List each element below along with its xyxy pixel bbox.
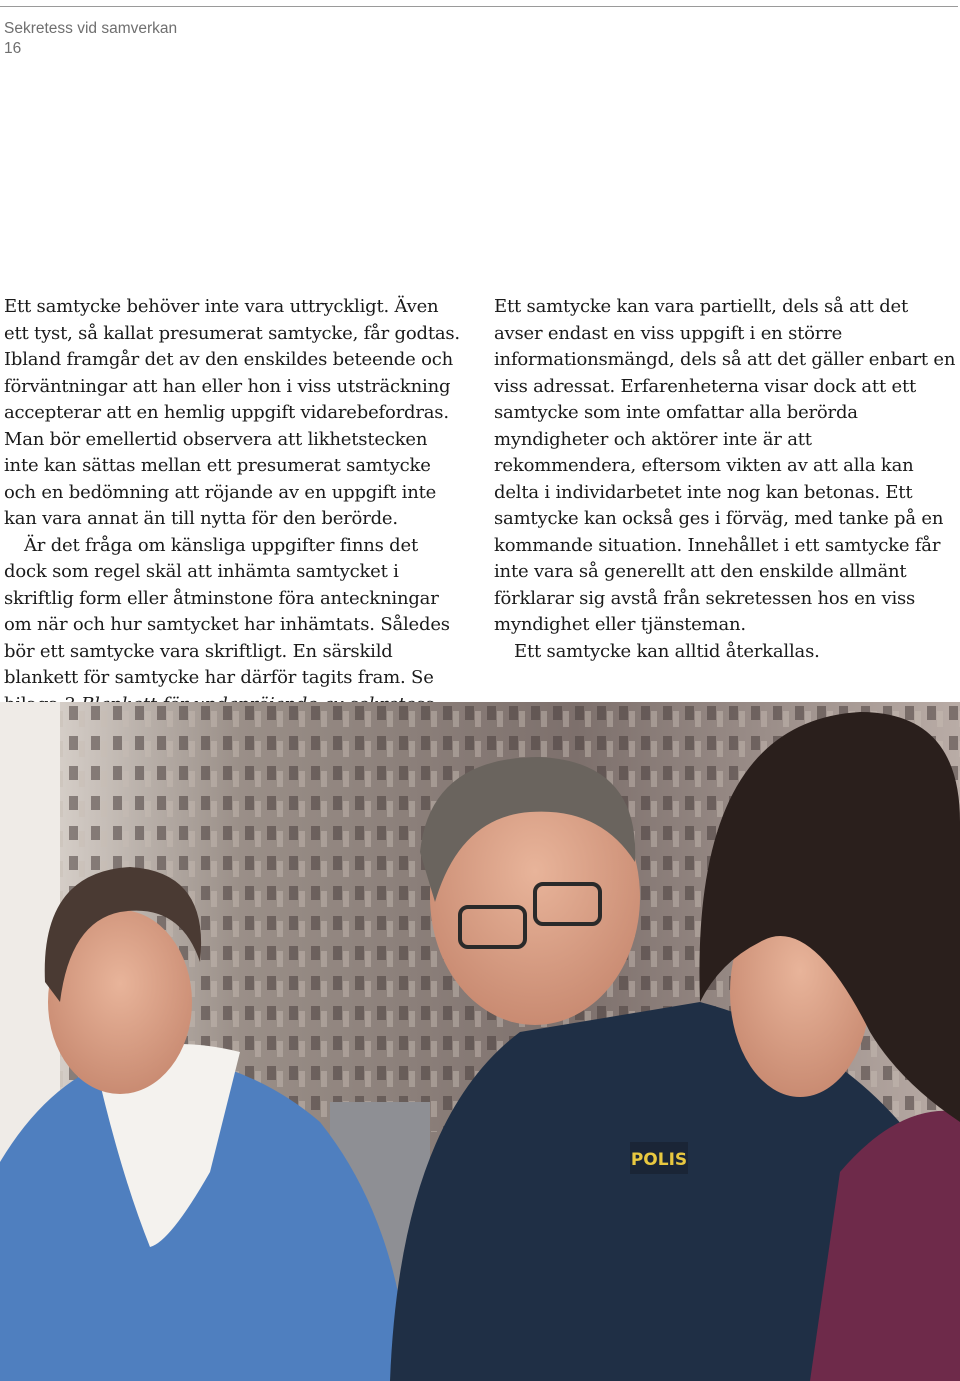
- text-column-left: [4, 294, 466, 718]
- paragraph-text: Är det fråga om känsliga uppgifter finns det dock som regel skäl att inhämta samtycket i skriftlig form eller åtminstone föra anteckningar om när och hur samtycket har inhämtats. Således bör ett samtycke vara skriftligt. En särskild blankett för samtycke har därför tagits fram. Se: [4, 534, 450, 688]
- header-rule: [0, 6, 958, 7]
- running-title: Sekretess vid samverkan: [4, 20, 178, 37]
- text-column-right: [494, 294, 956, 665]
- paragraph: [4, 533, 466, 719]
- paragraph: Ett samtycke kan vara partiellt, dels så att det avser endast en viss uppgift i en större informationsmängd, dels så att det gäller enbart en viss adressat. Erfarenheterna visar dock att ett samtycke som inte omfattar alla berörda myndigheter och aktörer inte är att rekommendera, eftersom vikten av att alla kan delta i individarbetet inte nog kan betonas. Ett samtycke kan också ges i förväg, med tanke på en kommande situation. Innehållet i ett samtycke får inte vara så generellt att den enskilde allmänt förklarar sig avstå från sekretessen hos en viss myndighet eller tjänsteman.: [494, 296, 956, 635]
- page-number: 16: [4, 40, 22, 57]
- photo-illustration: [0, 702, 960, 1381]
- photo-meeting: [0, 702, 960, 1381]
- paragraph: Ett samtycke kan alltid återkallas.: [514, 640, 820, 662]
- paragraph: Ett samtycke behöver inte vara uttryckligt. Även ett tyst, så kallat presumerat samtycke, får godtas. Ibland framgår det av den enskildes beteende och förväntningar att han eller hon i viss utsträckning accepterar att en hemlig uppgift vidarebefordras. Man bör emellertid observera att likhetstecken inte kan sättas mellan ett presumerat samtycke och en bedömning att röjande av en uppgift inte kan vara annat än till nytta för den berörde.: [4, 296, 460, 529]
- polis-badge: [630, 1142, 688, 1174]
- running-header: [4, 19, 177, 59]
- badge-text: POLIS: [630, 1150, 688, 1170]
